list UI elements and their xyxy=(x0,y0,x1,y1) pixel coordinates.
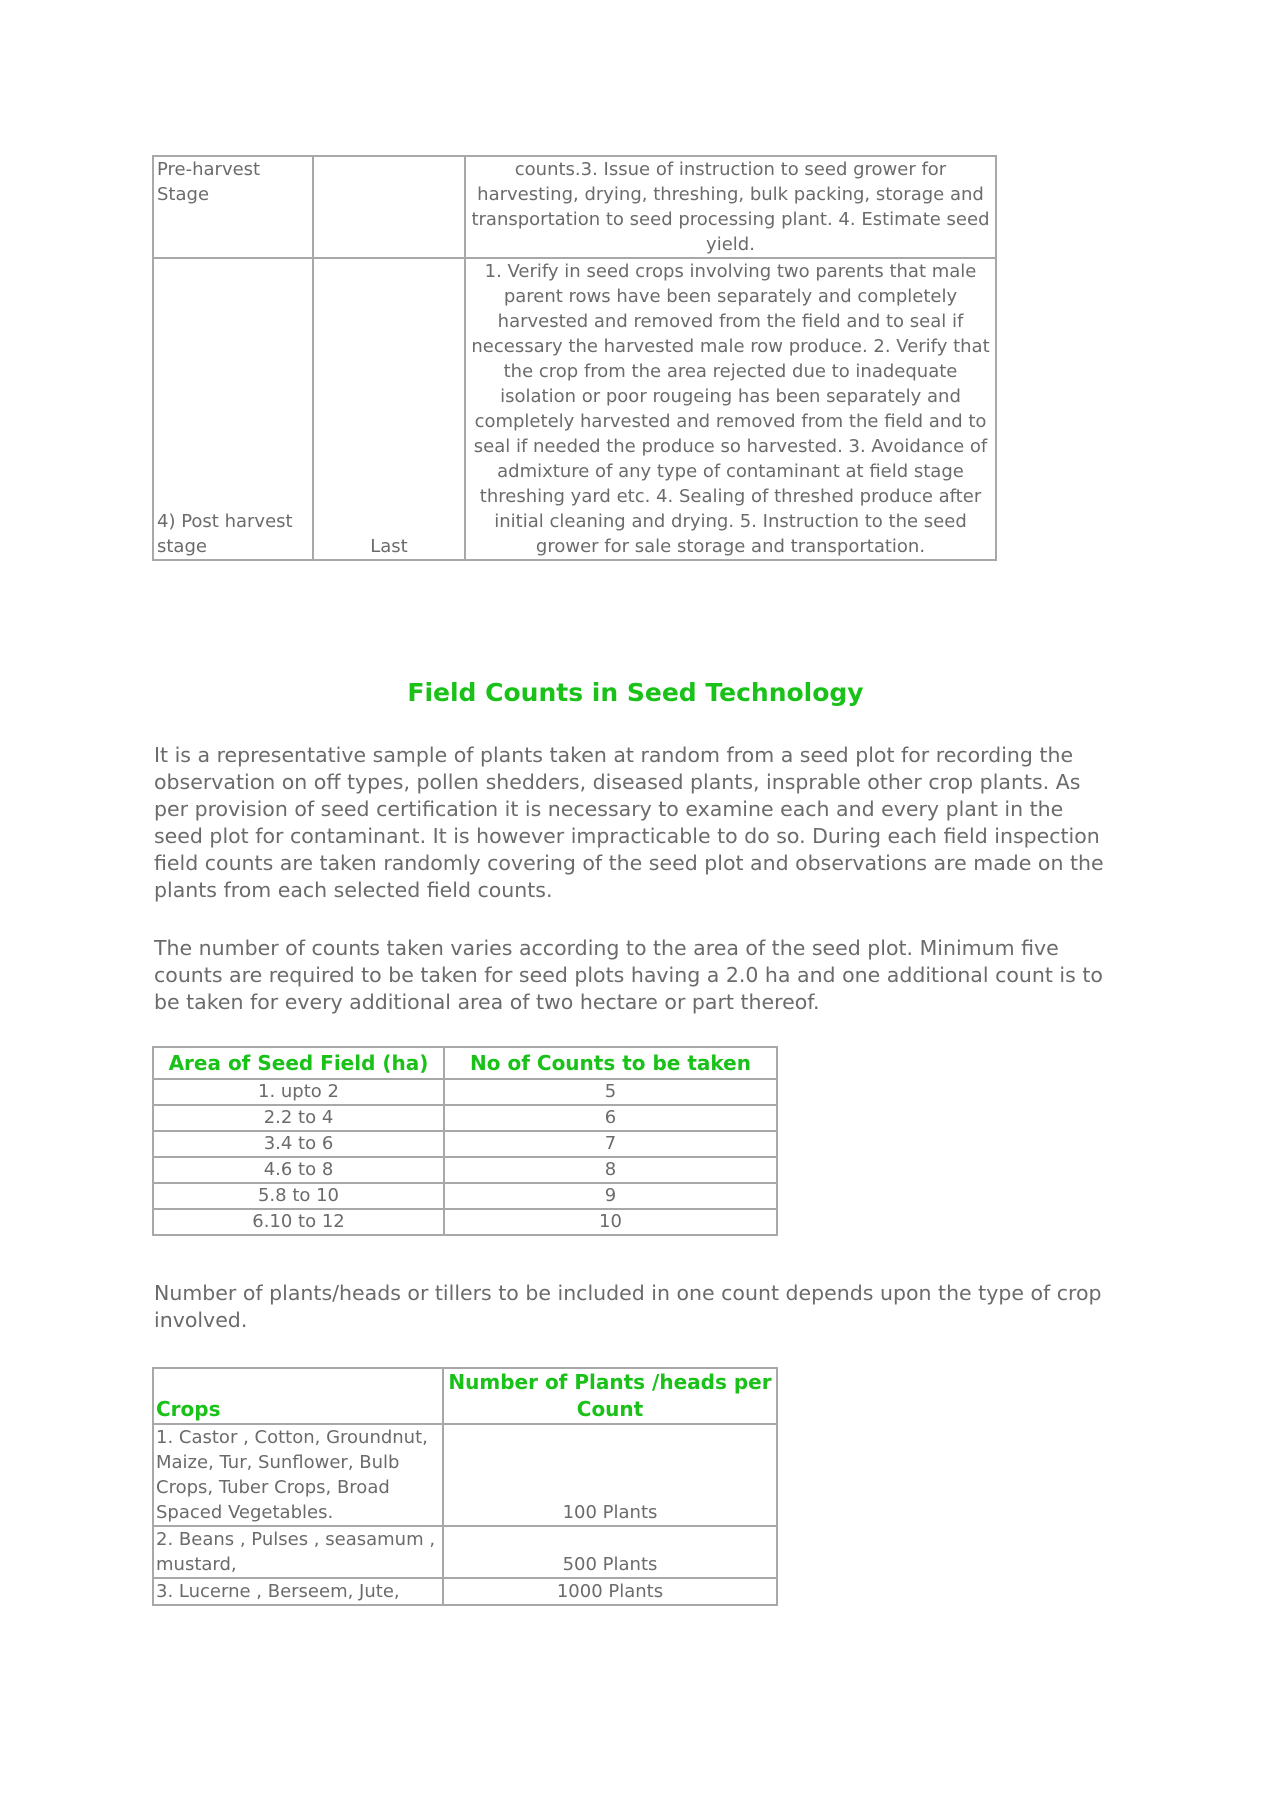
table-row xyxy=(153,1578,777,1605)
area-cell: 1. upto 2 xyxy=(153,1079,444,1105)
plants-cell: 100 Plants xyxy=(443,1424,777,1526)
counts-cell: 6 xyxy=(444,1105,777,1131)
table-row xyxy=(153,1131,777,1157)
stage-cell: 4) Post harvest stage xyxy=(153,258,313,560)
inspection-stage-table xyxy=(152,155,997,561)
table-row xyxy=(153,1183,777,1209)
area-cell: 2.2 to 4 xyxy=(153,1105,444,1131)
counts-cell: 5 xyxy=(444,1079,777,1105)
section-title: Field Counts in Seed Technology xyxy=(407,678,864,707)
details-cell: counts.3. Issue of instruction to seed grower for harvesting, drying, threshing, bulk packing, storage and transportation to seed processing plant. 4. Estimate seed yield. xyxy=(465,156,996,258)
counts-cell: 10 xyxy=(444,1209,777,1235)
inspection-cell xyxy=(313,156,465,258)
plants-per-count-paragraph: Number of plants/heads or tillers to be included in one count depends upon the type of crop involved. xyxy=(154,1281,1102,1332)
column-header-plants: Number of Plants /heads per Count xyxy=(443,1368,777,1424)
table-row xyxy=(153,1526,777,1578)
stage-cell: Pre-harvest Stage xyxy=(153,156,313,258)
area-cell: 4.6 to 8 xyxy=(153,1157,444,1183)
plants-cell: 500 Plants xyxy=(443,1526,777,1578)
inspection-cell: Last xyxy=(313,258,465,560)
table-row xyxy=(153,1209,777,1235)
area-cell: 5.8 to 10 xyxy=(153,1183,444,1209)
table-row xyxy=(153,1157,777,1183)
crop-cell: 3. Lucerne , Berseem, Jute, xyxy=(153,1578,443,1605)
table-row xyxy=(153,1105,777,1131)
area-cell: 6.10 to 12 xyxy=(153,1209,444,1235)
crop-cell: 1. Castor , Cotton, Groundnut, Maize, Tur, Sunflower, Bulb Crops, Tuber Crops, Broad Spaced Vegetables. xyxy=(153,1424,443,1526)
intro-paragraph: It is a representative sample of plants taken at random from a seed plot for recording the observation on off types, pollen shedders, diseased plants, insprable other crop plants. As per provision of seed certification it is necessary to examine each and every plant in the seed plot for contaminant. It is however impracticable to do so. During each field inspection field counts are taken randomly covering of the seed plot and observations are made on the plants from each selected field counts. xyxy=(154,743,1104,902)
table-header-row xyxy=(153,1047,777,1079)
counts-cell: 9 xyxy=(444,1183,777,1209)
column-header-counts: No of Counts to be taken xyxy=(444,1047,777,1079)
table-header-row xyxy=(153,1368,777,1424)
counts-cell: 8 xyxy=(444,1157,777,1183)
plants-cell: 1000 Plants xyxy=(443,1578,777,1605)
field-area-counts-table xyxy=(152,1046,778,1236)
plants-per-count-table xyxy=(152,1367,778,1606)
details-cell: 1. Verify in seed crops involving two parents that male parent rows have been separately and completely harvested and removed from the field and to seal if necessary the harvested male row produce. 2. Verify that the crop from the area rejected due to inadequate isolation or poor rougeing has been separately and completely harvested and removed from the field and to seal if needed the produce so harvested. 3. Avoidance of admixture of any type of contaminant at field stage threshing yard etc. 4. Sealing of threshed produce after initial cleaning and drying. 5. Instruction to the seed grower for sale storage and transportation. xyxy=(465,258,996,560)
column-header-crops: Crops xyxy=(153,1368,443,1424)
table-row xyxy=(153,1079,777,1105)
table-row xyxy=(153,156,996,258)
table-row xyxy=(153,258,996,560)
column-header-area: Area of Seed Field (ha) xyxy=(153,1047,444,1079)
crop-cell: 2. Beans , Pulses , seasamum , mustard, xyxy=(153,1526,443,1578)
counts-paragraph: The number of counts taken varies according to the area of the seed plot. Minimum five counts are required to be taken for seed plots having a 2.0 ha and one additional count is to be taken for every additional area of two hectare or part thereof. xyxy=(154,936,1103,1014)
table-row xyxy=(153,1424,777,1526)
counts-cell: 7 xyxy=(444,1131,777,1157)
area-cell: 3.4 to 6 xyxy=(153,1131,444,1157)
